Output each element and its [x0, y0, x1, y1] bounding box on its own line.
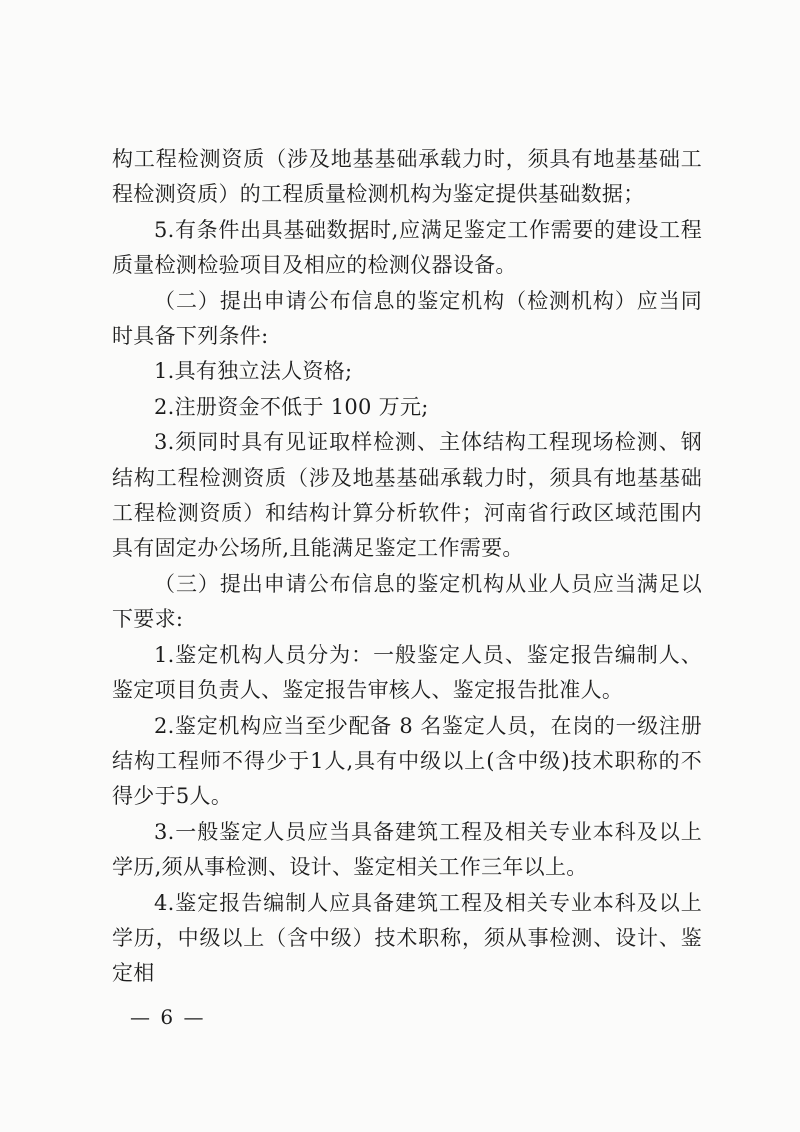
paragraph-item-1: 1.具有独立法人资格; — [154, 359, 353, 384]
paragraph-staff-item-4: 4.鉴定报告编制人应具备建筑工程及相关专业本科及以上学历，中级以上（含中级）技术职称，须从事检测、设计、鉴定相 — [112, 890, 702, 986]
paragraph-item-3: 3.须同时具有见证取样检测、主体结构工程现场检测、钢结构工程检测资质（涉及地基基础承载力时，须具有地基基础工程检测资质）和结构计算分析软件；河南省行政区域范围内具有固定办公场所,且能满足鉴定工作需要。 — [112, 430, 702, 561]
paragraph-section-3: （三）提出申请公布信息的鉴定机构从业人员应当满足以下要求: — [112, 571, 702, 632]
paragraph-item-5: 5.有条件出具基础数据时,应满足鉴定工作需要的建设工程质量检测检验项目及相应的检测仪器设备。 — [112, 217, 702, 278]
paragraph-staff-item-2: 2.鉴定机构应当至少配备 8 名鉴定人员，在岗的一级注册结构工程师不得少于1人,具有中级以上(含中级)技术职称的不得少于5人。 — [112, 713, 702, 809]
paragraph-section-2: （二）提出申请公布信息的鉴定机构（检测机构）应当同时具备下列条件: — [112, 288, 702, 349]
paragraph-staff-item-3: 3.一般鉴定人员应当具备建筑工程及相关专业本科及以上学历,须从事检测、设计、鉴定相关工作三年以上。 — [112, 819, 702, 880]
paragraph-staff-item-1: 1.鉴定机构人员分为：一般鉴定人员、鉴定报告编制人、鉴定项目负责人、鉴定报告审核人、鉴定报告批准人。 — [112, 642, 702, 703]
document-body — [112, 142, 702, 992]
paragraph-continuation: 构工程检测资质（涉及地基基础承载力时，须具有地基基础工程检测资质）的工程质量检测机构为鉴定提供基础数据； — [112, 147, 702, 207]
page-number: — 6 — — [130, 1005, 206, 1029]
paragraph-item-2: 2.注册资金不低于 100 万元; — [154, 394, 429, 419]
